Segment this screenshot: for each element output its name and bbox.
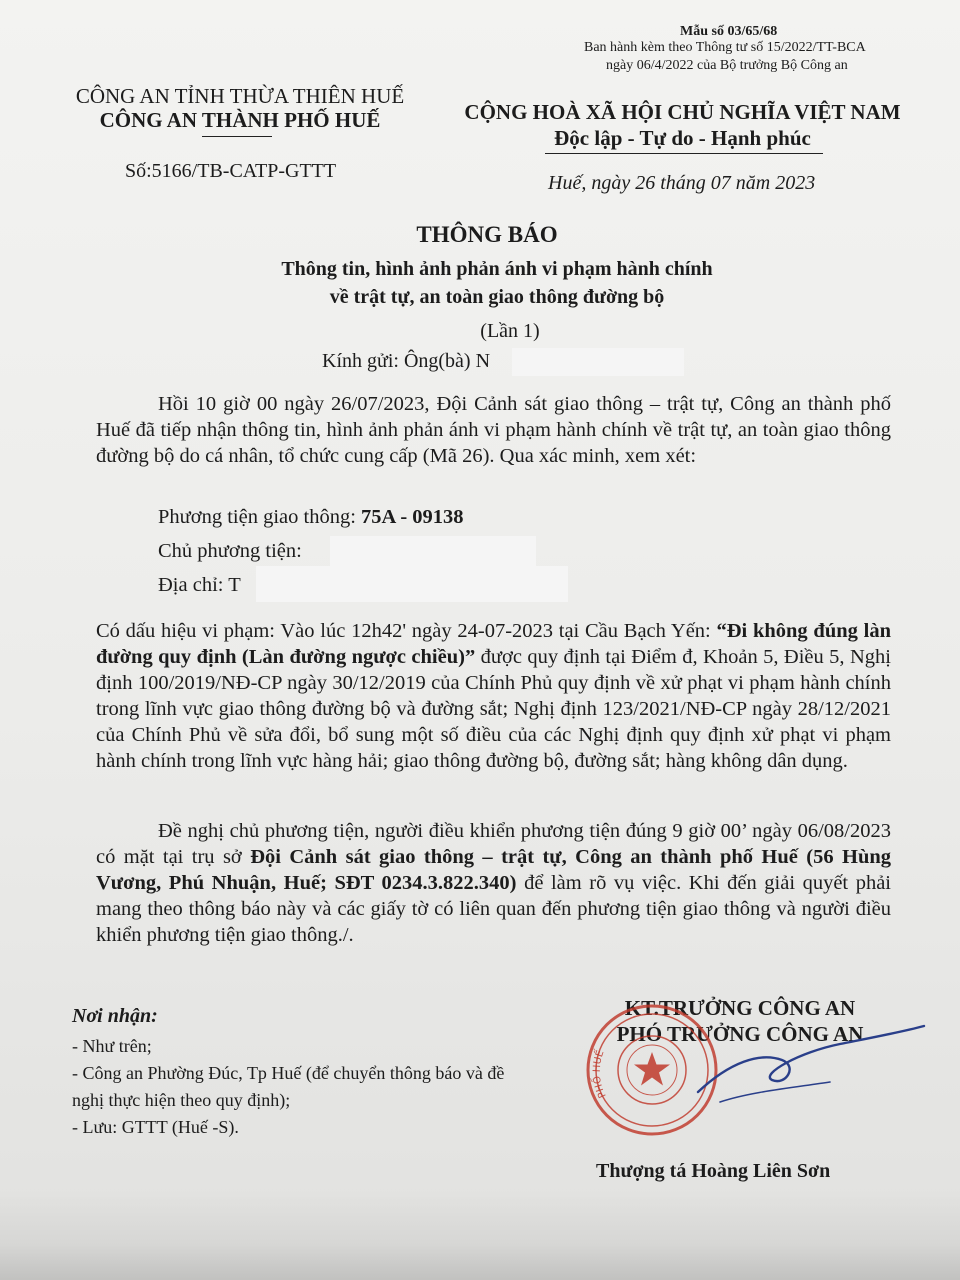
vehicle-line: [158, 506, 464, 529]
signature-title-2: PHÓ TRƯỞNG CÔNG AN: [616, 1022, 864, 1046]
form-code: Mẫu số 03/65/68: [680, 24, 778, 39]
redaction-owner: [330, 536, 536, 566]
form-note-1: Ban hành kèm theo Thông tư số 15/2022/TT-BCA: [584, 40, 866, 55]
request-intro: Đề nghị chủ phương tiện, người điều khiển phương tiện đúng 9 giờ 00’ ngày 06/08/2023 có mặt tại trụ sở: [96, 820, 891, 868]
request-location: Đội Cảnh sát giao thông – trật tự, Công an thành phố Huế (56 Hùng Vương, Phú Nhuận, Huế; SĐT 0234.3.822.340): [96, 846, 892, 894]
national-motto: Độc lập - Tự do - Hạnh phúc: [554, 126, 811, 150]
notice-title: THÔNG BÁO: [416, 222, 558, 247]
request-text: [96, 818, 891, 948]
form-note-2: ngày 06/4/2022 của Bộ trưởng Bộ Công an: [606, 58, 848, 73]
salutation: Kính gửi: Ông(bà) N: [322, 350, 491, 372]
violation-text: [96, 618, 891, 774]
violation-paragraph: [96, 618, 891, 774]
page-shadow: [0, 1190, 960, 1280]
intro-text: Hồi 10 giờ 00 ngày 26/07/2023, Đội Cảnh sát giao thông – trật tự, Công an thành phố Huế đã tiếp nhận thông tin, hình ảnh phản ánh vi phạm hành chính về trật tự, an toàn giao thông đường bộ do cá nhân, tổ chức cung cấp (Mã 26). Qua xác minh, xem xét:: [96, 393, 891, 467]
recipients-heading: Nơi nhận:: [72, 1005, 158, 1027]
agency-underline: [202, 136, 272, 137]
handwritten-signature-icon: [690, 1022, 930, 1112]
vehicle-label: Phương tiện giao thông:: [158, 506, 362, 528]
recipients-list: [72, 1033, 522, 1141]
address-label: Địa chỉ: T: [158, 574, 241, 596]
request-rest: để làm rõ vụ việc. Khi đến giải quyết phải mang theo thông báo này và các giấy tờ có liên quan đến phương tiện giao thông và người điều khiển phương tiện giao thông./.: [96, 872, 891, 946]
redaction-address: [256, 566, 568, 602]
violation-description: “Đi không đúng làn đường quy định (Làn đường ngược chiều)”: [96, 620, 891, 668]
signer-name: Thượng tá Hoàng Liên Sơn: [596, 1160, 831, 1182]
notice-subtitle-2: về trật tự, an toàn giao thông đường bộ: [329, 286, 665, 308]
agency-name: CÔNG AN THÀNH PHỐ HUẾ: [99, 108, 381, 132]
notice-times: (Lần 1): [480, 320, 540, 342]
national-title: CỘNG HOÀ XÃ HỘI CHỦ NGHĨA VIỆT NAM: [464, 100, 901, 124]
recipient-item: - Lưu: GTTT (Huế -S).: [72, 1117, 239, 1137]
document-number: Số:5166/TB-CATP-GTTT: [125, 160, 337, 182]
recipient-item: - Như trên;: [72, 1036, 152, 1056]
owner-label: Chủ phương tiện:: [158, 540, 302, 562]
date-place: Huế, ngày 26 tháng 07 năm 2023: [548, 172, 816, 194]
seal-text: PHỐ HUẾ: [591, 1048, 609, 1100]
request-paragraph: [96, 818, 891, 948]
motto-underline: [545, 153, 823, 154]
notice-subtitle-1: Thông tin, hình ảnh phản ánh vi phạm hành chính: [281, 258, 713, 280]
violation-legal-basis: được quy định tại Điểm đ, Khoản 5, Điều 5, Nghị định 100/2019/NĐ-CP ngày 30/12/2019 của Chính Phủ quy định về xử phạt vi phạm hành chính trong lĩnh vực giao thông đường bộ và đường sắt; Nghị định 123/2021/NĐ-CP ngày 28/12/2021 của Chính Phủ về sửa đổi, bổ sung một số điều của các Nghị định quy định xử phạt vi phạm hành chính trong lĩnh vực hàng hải; giao thông đường bộ, đường sắt; hàng không dân dụng.: [96, 646, 891, 772]
recipient-item: - Công an Phường Đúc, Tp Huế (để chuyển thông báo và đề nghị thực hiện theo quy định);: [72, 1063, 505, 1110]
intro-paragraph: [96, 391, 891, 469]
agency-parent: CÔNG AN TỈNH THỪA THIÊN HUẾ: [75, 84, 405, 108]
vehicle-plate: 75A - 09138: [361, 506, 464, 528]
redaction-recipient: [512, 348, 684, 376]
violation-intro: Có dấu hiệu vi phạm: Vào lúc 12h42' ngày 24-07-2023 tại Cầu Bạch Yến:: [96, 620, 717, 642]
signature-title-1: KT.TRƯỞNG CÔNG AN: [624, 996, 856, 1020]
